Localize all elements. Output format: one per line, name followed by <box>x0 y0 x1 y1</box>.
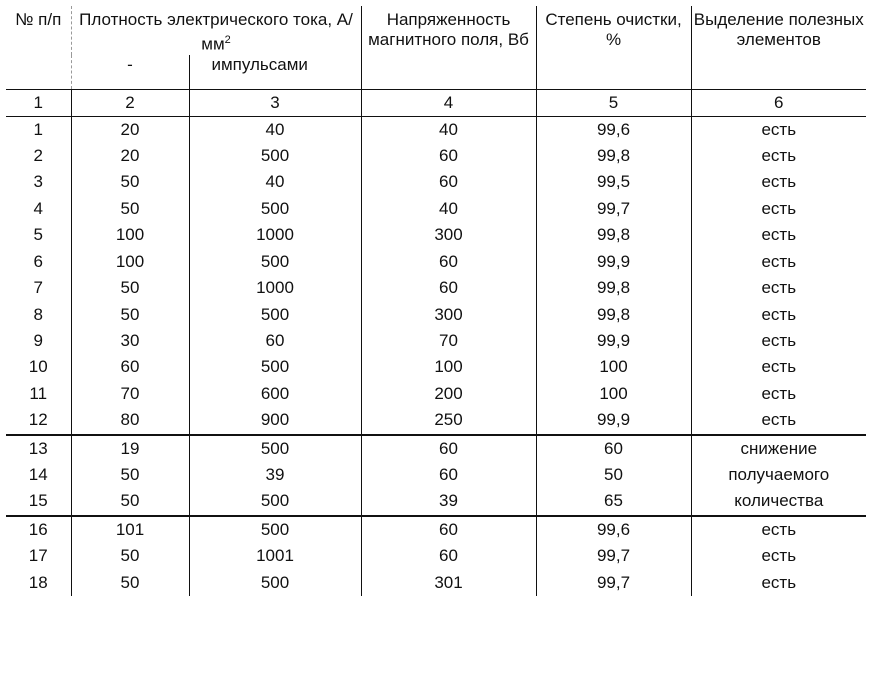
table-row <box>6 116 866 143</box>
column-number-row <box>6 89 866 116</box>
table-cell: 7 <box>33 278 43 298</box>
table-cell: 300 <box>361 222 536 248</box>
table-cell: 40 <box>361 196 536 222</box>
table-cell: 60 <box>361 543 536 569</box>
table-cell: 11 <box>29 383 48 403</box>
colnum-3: 3 <box>189 89 361 116</box>
subheader-empty <box>6 55 71 90</box>
table-cell: 50 <box>71 302 189 328</box>
table-cell: 60 <box>361 275 536 301</box>
table-cell: 40 <box>189 116 361 143</box>
table-row <box>6 143 866 169</box>
table-cell: 39 <box>189 462 361 488</box>
table-row <box>6 302 866 328</box>
table-cell: есть <box>691 222 866 248</box>
table-cell: 60 <box>361 516 536 543</box>
table-cell: 99,7 <box>536 196 691 222</box>
table-cell: 300 <box>361 302 536 328</box>
table-cell: 99,5 <box>536 169 691 195</box>
table-cell: 99,8 <box>536 222 691 248</box>
header-purification: Степень очистки, % <box>536 6 691 89</box>
table-cell: 60 <box>361 462 536 488</box>
table-row <box>6 407 866 434</box>
table-cell: есть <box>691 543 866 569</box>
table-row <box>6 435 866 462</box>
table-cell: 500 <box>189 488 361 515</box>
colnum-4: 4 <box>361 89 536 116</box>
table-cell: 39 <box>361 488 536 515</box>
table-cell: 1000 <box>189 222 361 248</box>
table-cell: 17 <box>28 546 48 566</box>
table-cell: 500 <box>189 249 361 275</box>
group-2-rows <box>6 435 866 516</box>
table-cell: 4 <box>33 198 43 218</box>
table-cell: 80 <box>71 407 189 434</box>
table-cell: 60 <box>536 435 691 462</box>
table-cell: 500 <box>189 302 361 328</box>
table-cell: 3 <box>33 172 43 192</box>
table-cell: 65 <box>536 488 691 515</box>
colnum-6: 6 <box>691 89 866 116</box>
table-cell: 99,9 <box>536 407 691 434</box>
table-row <box>6 275 866 301</box>
table-cell: 500 <box>189 516 361 543</box>
table-cell: 40 <box>361 116 536 143</box>
table-cell: 200 <box>361 381 536 407</box>
table-cell: есть <box>691 328 866 354</box>
table-cell: есть <box>691 169 866 195</box>
table-cell: 100 <box>536 381 691 407</box>
table-cell: 101 <box>71 516 189 543</box>
header-number: № п/п <box>15 10 62 29</box>
table-cell: 100 <box>71 222 189 248</box>
header-current-density: Плотность электрического тока, $А/мм^2$ <box>71 6 361 55</box>
table-cell: 70 <box>361 328 536 354</box>
table-cell: 15 <box>28 491 48 511</box>
table-cell: 20 <box>71 143 189 169</box>
table-cell: 99,7 <box>536 543 691 569</box>
table-row <box>6 570 866 596</box>
table-cell: 50 <box>71 196 189 222</box>
table-cell: 70 <box>71 381 189 407</box>
table-cell: получаемого <box>691 462 866 488</box>
table-cell: 50 <box>71 462 189 488</box>
table-cell: 50 <box>71 488 189 515</box>
group-1-rows <box>6 116 866 434</box>
table-cell: 5 <box>33 225 43 245</box>
table-row <box>6 169 866 195</box>
table-cell: 60 <box>361 169 536 195</box>
table-row <box>6 516 866 543</box>
table-cell: 50 <box>536 462 691 488</box>
table-cell: есть <box>691 302 866 328</box>
table-cell: есть <box>691 381 866 407</box>
table-cell: 20 <box>71 116 189 143</box>
table-cell: 10 <box>28 357 48 377</box>
table-cell: 50 <box>71 570 189 596</box>
table-cell: есть <box>691 275 866 301</box>
table-cell: 1000 <box>189 275 361 301</box>
table-cell: 100 <box>536 354 691 380</box>
table-cell: 8 <box>33 304 43 324</box>
table-cell: 18 <box>28 572 48 592</box>
table-cell: 99,9 <box>536 249 691 275</box>
table-cell: 60 <box>189 328 361 354</box>
table-cell: 30 <box>71 328 189 354</box>
table-cell: 99,8 <box>536 275 691 301</box>
table-cell: 16 <box>6 516 71 543</box>
table-cell: есть <box>691 249 866 275</box>
table-cell: 50 <box>71 169 189 195</box>
table-row <box>6 488 866 515</box>
table-cell: 60 <box>361 435 536 462</box>
table-row <box>6 328 866 354</box>
table-cell: есть <box>691 196 866 222</box>
table-cell: 99,6 <box>536 516 691 543</box>
table-cell: 99,7 <box>536 570 691 596</box>
colnum-1: 1 <box>6 89 71 116</box>
table-cell: есть <box>691 570 866 596</box>
table-cell: 19 <box>71 435 189 462</box>
table-row <box>6 354 866 380</box>
table-cell: 60 <box>361 249 536 275</box>
subheader-constant: - <box>71 55 189 90</box>
table-cell: количества <box>691 488 866 515</box>
table-cell: 500 <box>189 196 361 222</box>
table-cell: 6 <box>33 251 43 271</box>
table-cell: есть <box>691 354 866 380</box>
table-cell: 500 <box>189 143 361 169</box>
table-cell: 100 <box>71 249 189 275</box>
colnum-5: 5 <box>536 89 691 116</box>
results-table <box>6 6 866 596</box>
table-cell: 500 <box>189 354 361 380</box>
table-cell: 9 <box>33 330 43 350</box>
table-cell: 900 <box>189 407 361 434</box>
header-useful-elements: Выделение полезных элементов <box>691 6 866 89</box>
table-cell: есть <box>691 116 866 143</box>
table-cell: 500 <box>189 570 361 596</box>
table-row <box>6 543 866 569</box>
table-cell: 99,8 <box>536 302 691 328</box>
table-cell: 50 <box>71 275 189 301</box>
table-cell: 99,9 <box>536 328 691 354</box>
table-cell: 99,8 <box>536 143 691 169</box>
header-magnetic-field: Напряженность магнитного поля, Вб <box>361 6 536 89</box>
table-cell: 60 <box>71 354 189 380</box>
table-row <box>6 381 866 407</box>
table-cell: 50 <box>71 543 189 569</box>
table-cell: 2 <box>33 146 43 166</box>
table-row <box>6 462 866 488</box>
table-cell: снижение <box>691 435 866 462</box>
table-cell: 250 <box>361 407 536 434</box>
table-row <box>6 196 866 222</box>
table-cell: 12 <box>28 410 48 430</box>
table-cell: 100 <box>361 354 536 380</box>
table-cell: 14 <box>28 464 48 484</box>
group-3-rows <box>6 516 866 596</box>
table-cell: 60 <box>361 143 536 169</box>
table-cell: 13 <box>6 435 71 462</box>
table-cell: есть <box>691 516 866 543</box>
table-row <box>6 222 866 248</box>
subheader-pulses: импульсами <box>189 55 361 90</box>
table-row <box>6 249 866 275</box>
table-cell: 99,6 <box>536 116 691 143</box>
table-cell: 40 <box>189 169 361 195</box>
colnum-2: 2 <box>71 89 189 116</box>
table-cell: есть <box>691 143 866 169</box>
table-cell: 301 <box>361 570 536 596</box>
table-cell: 1 <box>33 119 43 139</box>
table-cell: есть <box>691 407 866 434</box>
table-cell: 500 <box>189 435 361 462</box>
header-row <box>6 6 866 55</box>
table-cell: 600 <box>189 381 361 407</box>
table-cell: 1001 <box>189 543 361 569</box>
